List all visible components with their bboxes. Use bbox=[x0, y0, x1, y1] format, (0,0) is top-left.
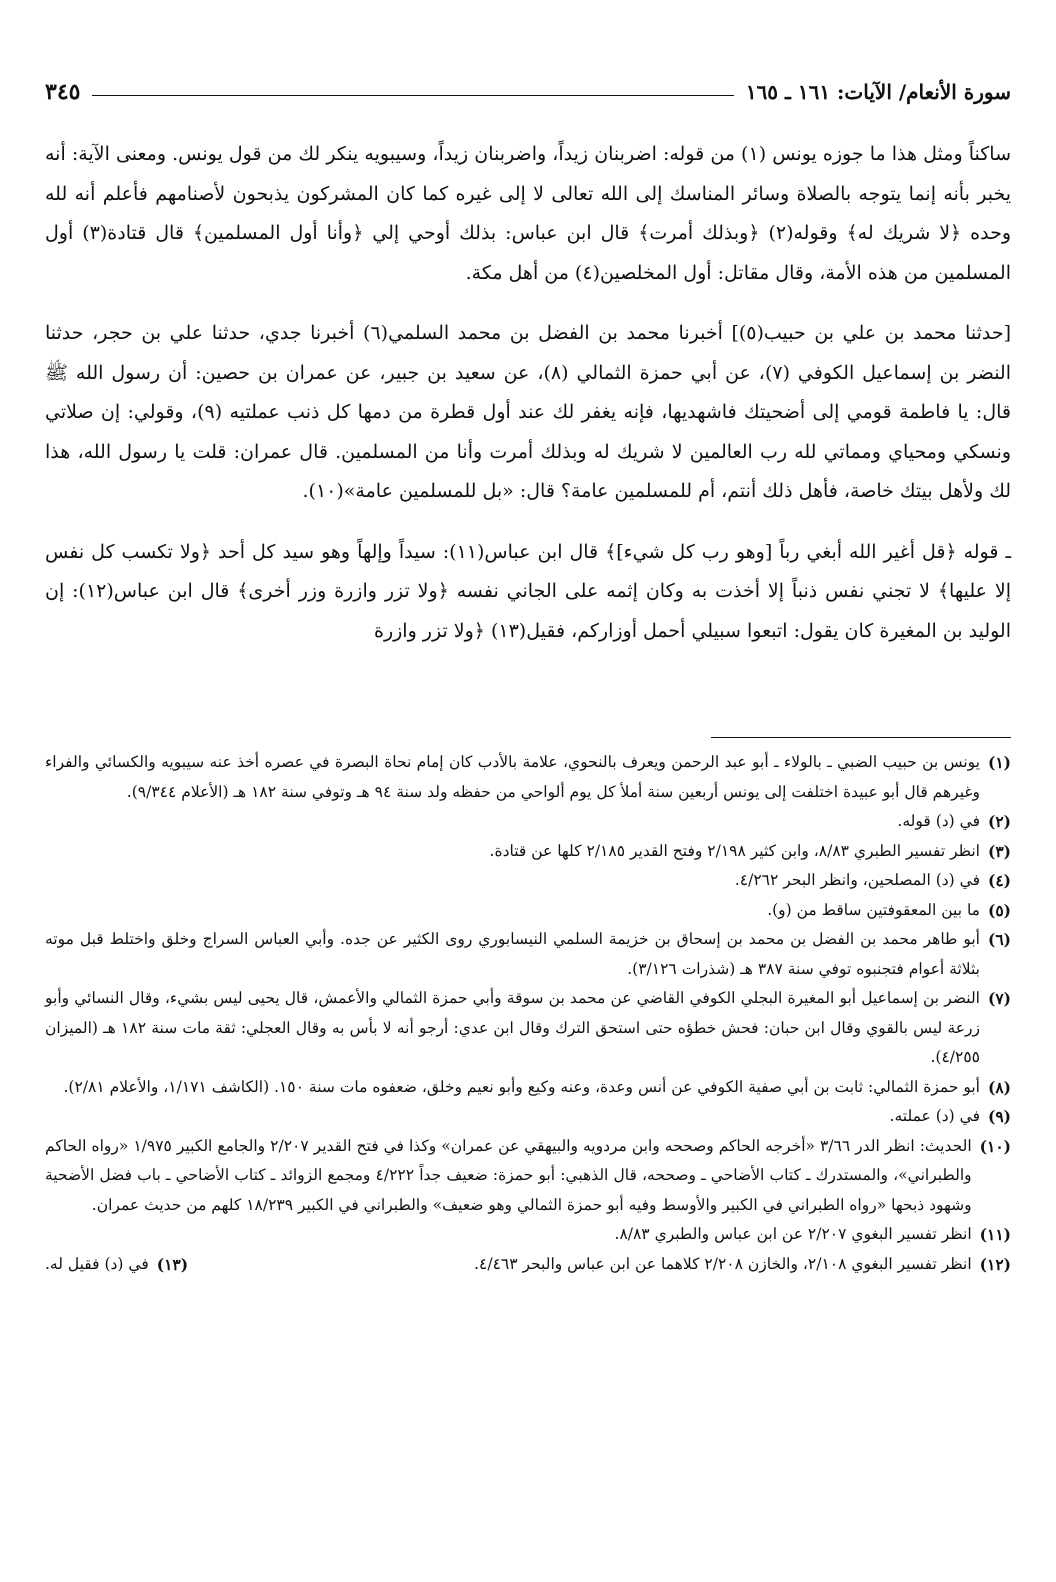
footnote-number: (٧) bbox=[987, 989, 1011, 1008]
footnote bbox=[45, 1132, 1011, 1221]
footnote-number: (١٠) bbox=[979, 1136, 1011, 1156]
footnote-number: (٢) bbox=[987, 812, 1011, 831]
footnote-number: (١) bbox=[987, 753, 1011, 772]
footnote-number: (٩) bbox=[987, 1107, 1011, 1126]
footnote-text: انظر تفسير الطبري ٨/٨٣، وابن كثير ٢/١٩٨ وفتح القدير ٢/١٨٥ كلها عن قتادة. bbox=[489, 841, 980, 860]
footnote-number: (١٣) bbox=[156, 1254, 189, 1274]
footnote bbox=[474, 1250, 1011, 1280]
footnote-number: (٨) bbox=[987, 1077, 1011, 1097]
paragraph-2: [حدثنا محمد بن علي بن حبيب(٥)] أخبرنا محمد بن الفضل بن محمد السلمي(٦) أخبرنا جدي، حدثنا علي بن حجر، حدثنا النضر بن إسماعيل الكوفي (٧)، عن أبي حمزة الثمالي (٨)، عن سعيد بن جبير، عن عمران بن حصين: أن رسول الله ﷺ قال: يا فاطمة قومي إلى أضحيتك فاشهديها، فإنه يغفر لك عند أول قطرة من دمها كل ذنب عملتيه (٩)، وقولي: إن صلاتي ونسكي ومحياي ومماتي لله رب العالمين لا شريك له وبذلك أمرت وأنا من المسلمين. قال عمران: قلت يا رسول الله، هذا لك ولأهل بيتك خاصة، فأهل ذلك أنتم، أم للمسلمين عامة؟ قال: «بل للمسلمين عامة»(١٠). bbox=[45, 322, 1012, 502]
footnote bbox=[45, 748, 1011, 807]
paragraph-1: ساكناً ومثل هذا ما جوزه يونس (١) من قوله: اضربنان زيداً، واضربنان زيداً، وسيبويه ينكر لك من قول يونس. ومعنى الآية: أنه يخبر بأنه إنما يتوجه بالصلاة وسائر المناسك إلى الله تعالى لا إلى غيره كما كان المشركون يذبحون لأصنامهم فأعلم أنه لله وحده ﴿لا شريك له﴾ وقوله(٢) ﴿وبذلك أمرت﴾ قال ابن عباس: بذلك أوحي إلي ﴿وأنا أول المسلمين﴾ قال قتادة(٣) أول المسلمين من هذه الأمة، وقال مقاتل: أول المخلصين(٤) من أهل مكة. bbox=[45, 143, 1012, 284]
footnote-number: (٥) bbox=[987, 900, 1011, 920]
footnote-text: انظر تفسير البغوي ٢/٢٠٧ عن ابن عباس والطبري ٨/٨٣. bbox=[614, 1225, 972, 1243]
paragraph-3: ـ قوله ﴿قل أغير الله أبغي رباً [وهو رب كل شيء]﴾ قال ابن عباس(١١): سيداً وإلهاً وهو سيد كل أحد ﴿ولا تكسب كل نفس إلا عليها﴾ لا تجني نفس ذنباً إلا أخذت به وكان إثمه على الجاني نفسه ﴿ولا تزر وازرة وزر أخرى﴾ قال ابن عباس(١٢): إن الوليد بن المغيرة كان يقول: اتبعوا سبيلي أحمل أوزاركم، فقيل(١٣) ﴿ولا تزر وازرة bbox=[45, 540, 1012, 642]
chapter-title: سورة الأنعام/ الآيات: ١٦١ ـ ١٦٥ bbox=[745, 80, 1011, 104]
footnote bbox=[45, 984, 1011, 1073]
running-header bbox=[45, 72, 1011, 112]
footnote bbox=[45, 866, 1011, 896]
footnote bbox=[45, 807, 1011, 837]
footnote-text: النضر بن إسماعيل أبو المغيرة البجلي الكوفي القاضي عن محمد بن سوقة وأبي حمزة الثمالي والأعمش، قال يحيى ليس بشيء، وقال النسائي وأبو زرعة ليس بالقوي وقال ابن حبان: فحش خطؤه حتى استحق الترك وقال ابن عدي: أرجو أنه لا بأس به وقال العجلي: ثقة مات سنة ١٨٢ هـ (الميزان ٤/٢٥٥). bbox=[45, 989, 980, 1066]
page-number: ٣٤٥ bbox=[45, 79, 81, 105]
footnote-text: أبو حمزة الثمالي: ثابت بن أبي صفية الكوفي عن أنس وعدة، وعنه وكيع وأبو نعيم وخلق، ضعفوه مات سنة ١٥٠. (الكاشف ١/١٧١، والأعلام ٢/٨١). bbox=[63, 1077, 980, 1096]
main-text bbox=[45, 135, 1011, 651]
footnote-text: الحديث: انظر الدر ٣/٦٦ «أخرجه الحاكم وصححه وابن مردويه والبيهقي عن عمران» وكذا في فتح القدير ٢/٢٠٧ والجامع الكبير ١/٩٧٥ «رواه الحاكم والطبراني»، والمستدرك ـ كتاب الأضاحي ـ وصححه، قال الذهبي: أبو حمزة: ضعيف جداً ٤/٢٢٢ ومجمع الزوائد ـ كتاب الأضاحي ـ باب فضل الأضحية وشهود ذبحها «رواه الطبراني في الكبير والأوسط وفيه أبو حمزة الثمالي وهو ضعيف» والطبراني في الكبير ١٨/٢٣٩ كلهم من حديث عمران. bbox=[45, 1136, 972, 1214]
footnotes bbox=[45, 748, 1011, 1279]
footnote bbox=[45, 1073, 1011, 1103]
footnote bbox=[45, 1220, 1011, 1250]
footnote-number: (٣) bbox=[987, 841, 1011, 861]
footnote bbox=[45, 925, 1011, 984]
footnote-divider bbox=[711, 737, 1011, 738]
footnote-text: ما بين المعقوفتين ساقط من (و). bbox=[767, 900, 980, 919]
footnote-text: في (د) فقيل له. bbox=[45, 1254, 149, 1273]
footnote-text: في (د) المصلحين، وانظر البحر ٤/٢٦٢. bbox=[734, 871, 980, 889]
footnote-text: في (د) قوله. bbox=[897, 812, 980, 830]
footnote-row bbox=[45, 1250, 1011, 1280]
footnote-text: أبو طاهر محمد بن الفضل بن محمد بن إسحاق بن خزيمة السلمي النيسابوري روى الكثير عن جده. وأبي العباس السراج وخلق واختلط قبل موته بثلاثة أعوام فتجنبوه توفي سنة ٣٨٧ هـ (شذرات ٣/١٢٦). bbox=[45, 930, 980, 978]
footnote-text: انظر تفسير البغوي ٢/١٠٨، والخازن ٢/٢٠٨ كلاهما عن ابن عباس والبحر ٤/٤٦٣. bbox=[474, 1254, 972, 1273]
footnote bbox=[45, 837, 1011, 867]
footnote-text: يونس بن حبيب الضبي ـ بالولاء ـ أبو عبد الرحمن ويعرف بالنحوي، علامة بالأدب كان إمام نحاة البصرة في عصره أخذ عنه سيبويه والكسائي والفراء وغيرهم قال أبو عبيدة اختلفت إلى يونس أربعين سنة أملأ كل يوم ألواحي من حفظه ولد سنة ٩٤ هـ وتوفي سنة ١٨٢ هـ (الأعلام ٩/٣٤٤). bbox=[45, 753, 980, 801]
footnote-number: (١٢) bbox=[979, 1254, 1011, 1274]
footnote bbox=[45, 1102, 1011, 1132]
footnote bbox=[45, 896, 1011, 926]
footnote-number: (٦) bbox=[987, 930, 1011, 949]
footnote-number: (١١) bbox=[979, 1225, 1011, 1244]
footnote-number: (٤) bbox=[987, 871, 1011, 890]
header-rule bbox=[92, 95, 733, 96]
footnote-text: في (د) عملته. bbox=[889, 1107, 980, 1125]
footnote bbox=[45, 1250, 188, 1280]
